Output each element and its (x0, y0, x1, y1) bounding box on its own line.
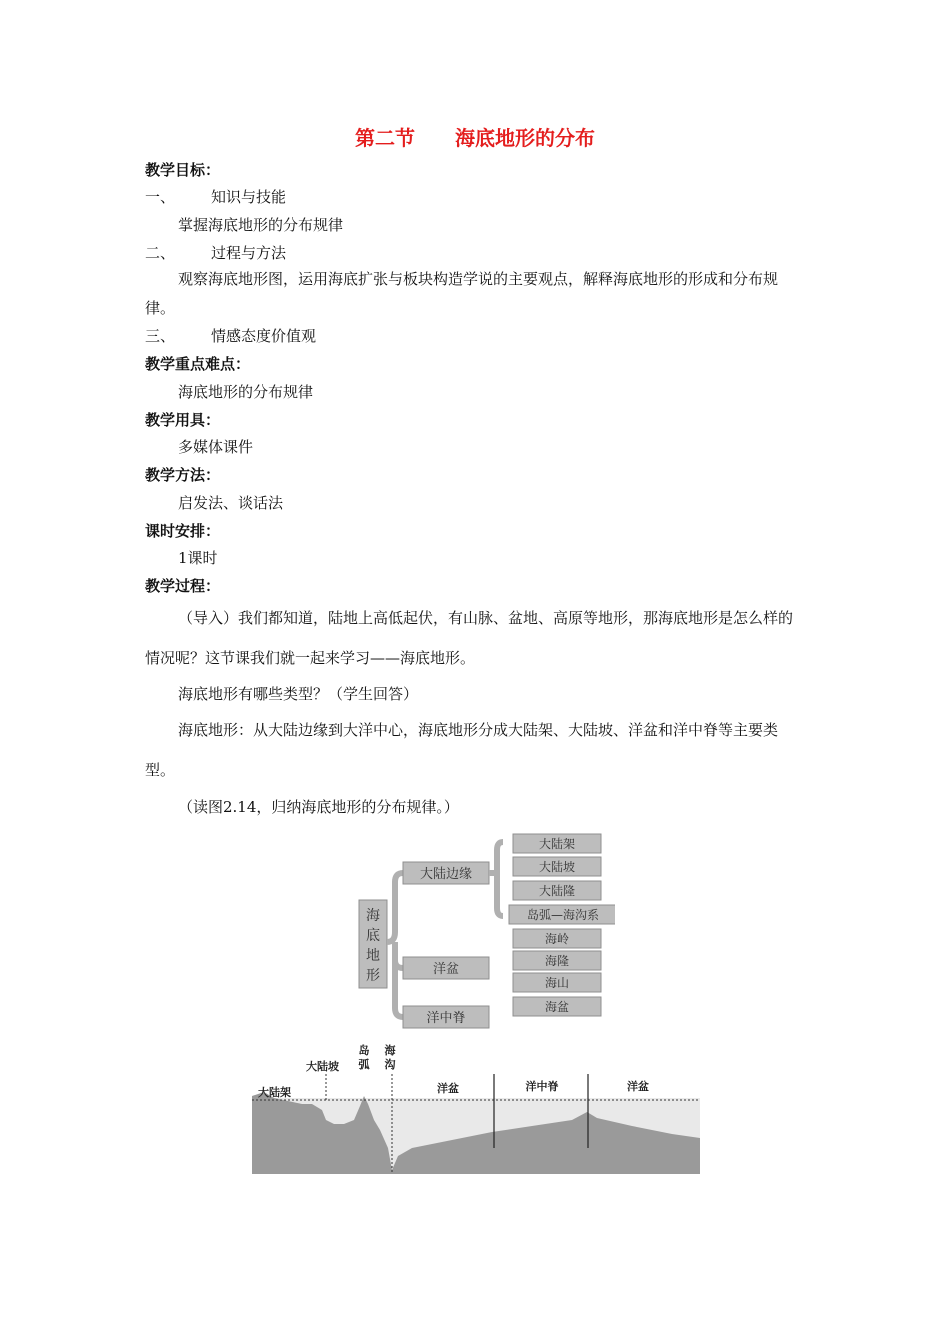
process-answer: 海底地形：从大陆边缘到大洋中心，海底地形分成大陆架、大陆坡、洋盆和洋中脊等主要类型。 (145, 721, 779, 779)
objective-2-number: 二、 (145, 244, 176, 262)
label-shelf: 大陆架 (258, 1086, 291, 1099)
label-basin-left: 洋盆 (437, 1082, 459, 1095)
objective-item-3 (145, 326, 316, 346)
leaf-7: 海山 (544, 976, 570, 990)
methods-heading: 教学方法： (145, 466, 221, 484)
objective-item-1 (145, 187, 286, 207)
tools-text: 多媒体课件 (178, 438, 254, 456)
branch-basin: 洋盆 (432, 962, 460, 977)
page-title (0, 122, 950, 151)
branch-continental: 大陆边缘 (419, 867, 473, 882)
objective-3-label: 情感态度价值观 (211, 327, 317, 345)
key-points-heading: 教学重点难点： (145, 355, 251, 373)
seafloor-profile-diagram (252, 1040, 700, 1174)
continental-brace (489, 842, 503, 916)
label-slope: 大陆坡 (306, 1060, 339, 1073)
objective-1-label: 知识与技能 (211, 188, 287, 206)
leaf-3: 大陆隆 (538, 884, 576, 898)
methods-text: 启发法、谈话法 (178, 494, 284, 512)
schedule-text: 1课时 (178, 549, 218, 567)
objectives-heading: 教学目标： (145, 161, 221, 179)
tools-heading: 教学用具： (145, 411, 221, 429)
schedule-heading: 课时安排： (145, 522, 221, 540)
leaf-8: 海盆 (544, 1000, 570, 1014)
process-heading: 教学过程： (145, 577, 221, 595)
root-char-4: 形 (366, 968, 380, 984)
root-brace (387, 873, 403, 1017)
seafloor-classification-diagram (355, 830, 615, 1032)
objective-2-detail: 观察海底地形图，运用海底扩张与板块构造学说的主要观点，解释海底地形的形成和分布规律。 (145, 270, 779, 317)
objective-item-2 (145, 243, 286, 263)
branch-ridge: 洋中脊 (426, 1011, 466, 1026)
leaf-5: 海岭 (544, 932, 570, 946)
root-char-1: 海 (366, 908, 380, 924)
figure-note: （读图2.14，归纳海底地形的分布规律。） (178, 798, 459, 816)
label-arc-2: 弧 (358, 1058, 370, 1071)
label-arc-1: 岛 (358, 1044, 370, 1057)
leaf-2: 大陆坡 (538, 860, 576, 874)
label-trench-2: 沟 (384, 1058, 396, 1071)
process-question: 海底地形有哪些类型？（学生回答） (178, 685, 419, 703)
objective-2-label: 过程与方法 (211, 244, 287, 262)
objective-1-number: 一、 (145, 188, 176, 206)
root-char-2: 底 (366, 928, 380, 944)
key-points-text: 海底地形的分布规律 (178, 383, 314, 401)
root-char-3: 地 (366, 948, 380, 964)
process-intro: （导入）我们都知道，陆地上高低起伏，有山脉、盆地、高原等地形，那海底地形是怎么样的情况呢？这节课我们就一起来学习——海底地形。 (145, 609, 794, 667)
objective-1-detail: 掌握海底地形的分布规律 (178, 216, 344, 234)
label-ridge: 洋中脊 (525, 1080, 559, 1093)
leaf-6: 海隆 (544, 954, 570, 968)
title-topic: 海底地形的分布 (455, 126, 595, 150)
leaf-1: 大陆架 (538, 837, 576, 851)
leaf-4: 岛弧—海沟系 (526, 908, 600, 922)
label-trench-1: 海 (384, 1044, 396, 1057)
title-section-number: 第二节 (355, 126, 415, 150)
objective-3-number: 三、 (145, 327, 176, 345)
label-basin-right: 洋盆 (627, 1080, 649, 1093)
